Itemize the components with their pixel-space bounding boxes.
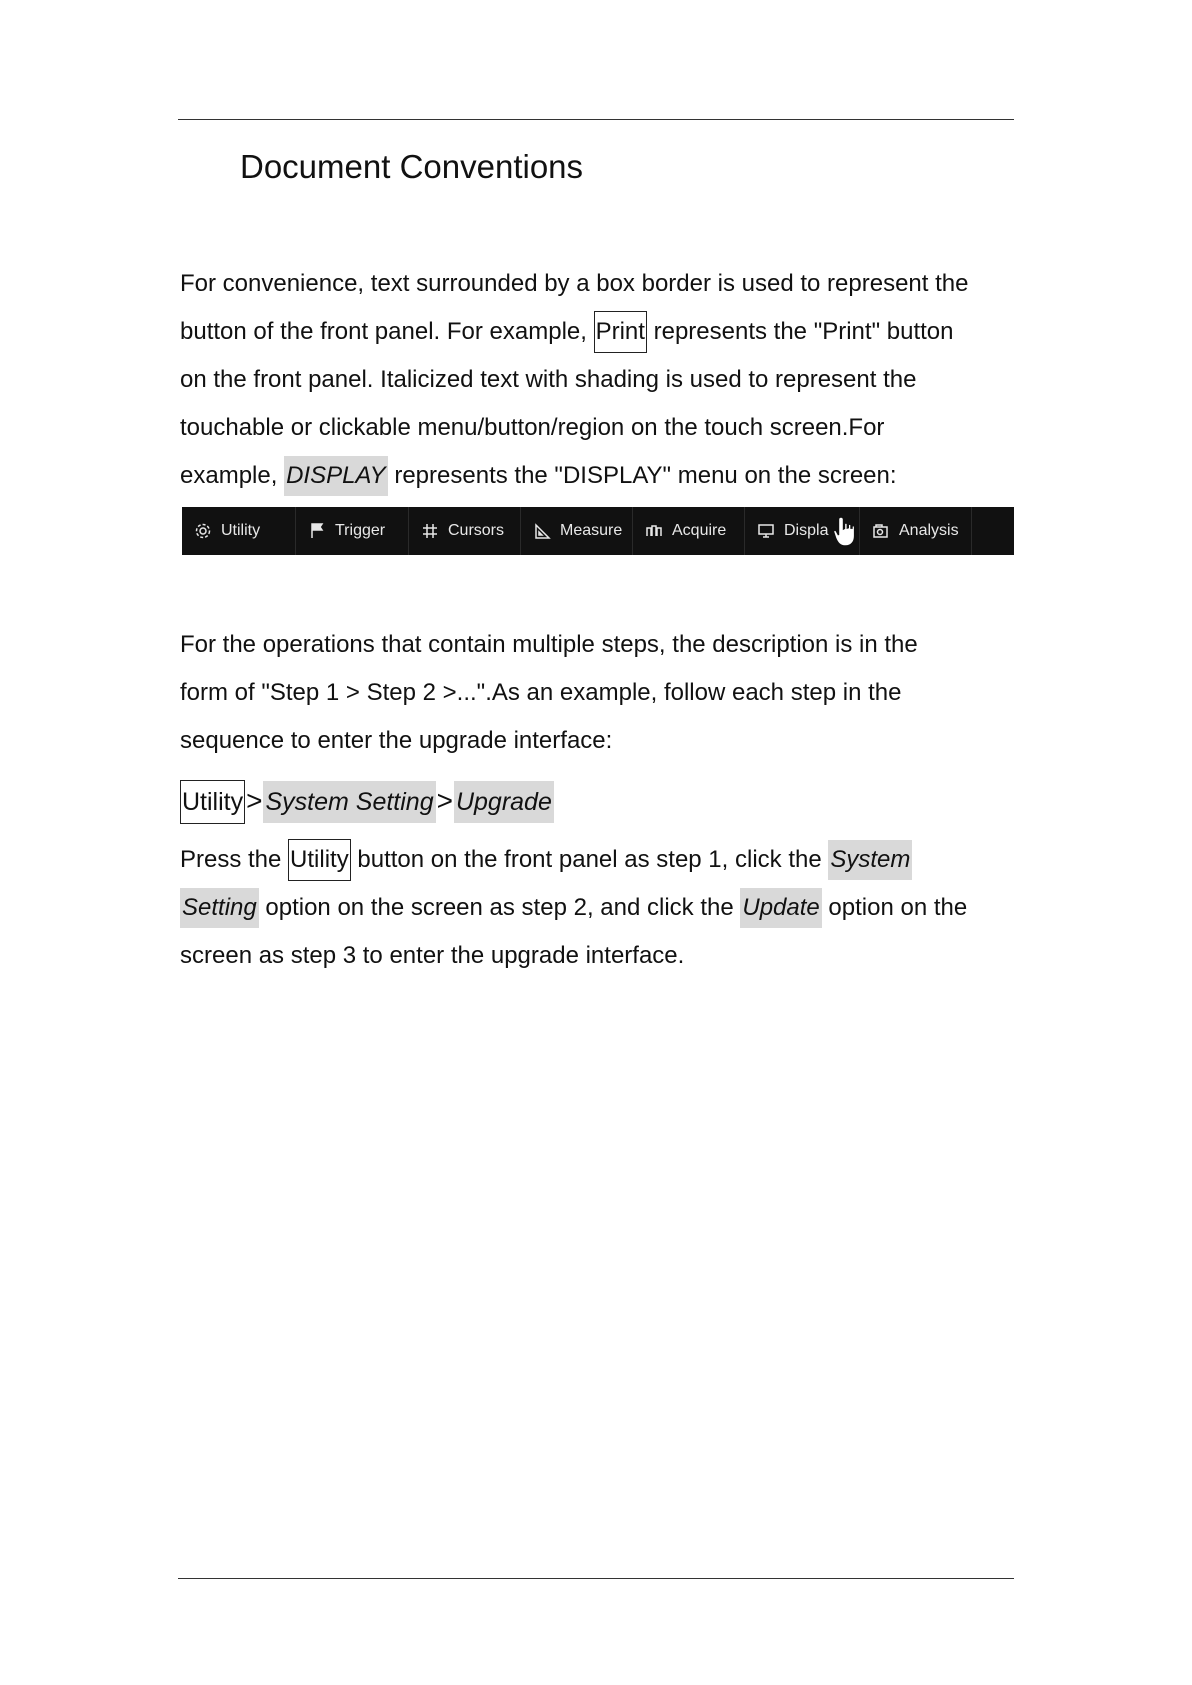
steps-intro-paragraph: [180, 621, 1020, 765]
triangle-ruler-icon: [533, 522, 551, 540]
monitor-icon: [757, 522, 775, 540]
menu-item-acquire[interactable]: [633, 507, 745, 555]
text-span: Press the: [180, 846, 289, 873]
text-span: button of the front panel. For example,: [180, 318, 594, 345]
step-sequence: [180, 776, 1020, 826]
text-span: example,: [180, 462, 285, 489]
step-separator: >: [246, 785, 263, 816]
system-setting-example-cont: Setting: [180, 888, 259, 928]
grid-icon: [421, 522, 439, 540]
step-utility-button: Utility: [180, 780, 245, 824]
text-line: [180, 836, 1020, 884]
flag-icon: [308, 522, 326, 540]
text-line: [180, 452, 1020, 500]
text-line: on the front panel. Italicized text with shading is used to represent the: [180, 366, 917, 393]
header-rule: [178, 119, 1014, 120]
acquire-icon: [645, 522, 663, 540]
text-span: represents the "DISPLAY" menu on the screen:: [387, 462, 897, 489]
utility-button-example: Utility: [288, 839, 351, 881]
step-system-setting: System Setting: [263, 781, 435, 823]
menu-item-analysis[interactable]: [860, 507, 972, 555]
menu-item-label: Analysis: [899, 522, 959, 539]
steps-explanation-paragraph: [180, 836, 1020, 980]
display-menu-example: DISPLAY: [284, 456, 388, 496]
menu-item-cursors[interactable]: [409, 507, 521, 555]
menu-item-label: Cursors: [448, 522, 505, 539]
text-span: option on the: [821, 894, 968, 921]
hand-pointer-icon: [832, 514, 860, 550]
text-line: screen as step 3 to enter the upgrade interface.: [180, 942, 685, 969]
text-span: button on the front panel as step 1, click the: [350, 846, 829, 873]
text-span: option on the screen as step 2, and click the: [258, 894, 741, 921]
menu-item-label: Measure: [560, 522, 623, 539]
text-line: For convenience, text surrounded by a box border is used to represent the: [180, 270, 969, 297]
text-line: [180, 884, 1020, 932]
text-line: form of "Step 1 > Step 2 >...".As an example, follow each step in the: [180, 679, 902, 706]
text-line: touchable or clickable menu/button/region on the touch screen.For: [180, 414, 885, 441]
footer-rule: [178, 1578, 1014, 1579]
menu-item-measure[interactable]: [521, 507, 633, 555]
menu-item-trigger[interactable]: [296, 507, 409, 555]
screen-menu-bar: [182, 507, 1014, 555]
print-button-example: Print: [594, 311, 647, 353]
page-title: Document Conventions: [240, 148, 584, 185]
step-separator: >: [436, 785, 453, 816]
menu-item-utility[interactable]: [182, 507, 296, 555]
text-span: represents the "Print" button: [646, 318, 954, 345]
gear-icon: [194, 522, 212, 540]
menu-item-label: Trigger: [335, 522, 386, 539]
text-line: sequence to enter the upgrade interface:: [180, 727, 613, 754]
text-line: [180, 308, 1020, 356]
step-upgrade: Upgrade: [454, 781, 554, 823]
system-setting-example: System: [828, 840, 912, 880]
menu-item-label: Displa: [784, 522, 829, 539]
menu-item-label: Utility: [221, 522, 261, 539]
menu-item-label: Acquire: [672, 522, 727, 539]
update-option-example: Update: [740, 888, 821, 928]
analysis-icon: [872, 522, 890, 540]
text-line: For the operations that contain multiple steps, the description is in the: [180, 631, 918, 658]
intro-paragraph: [180, 260, 1020, 500]
